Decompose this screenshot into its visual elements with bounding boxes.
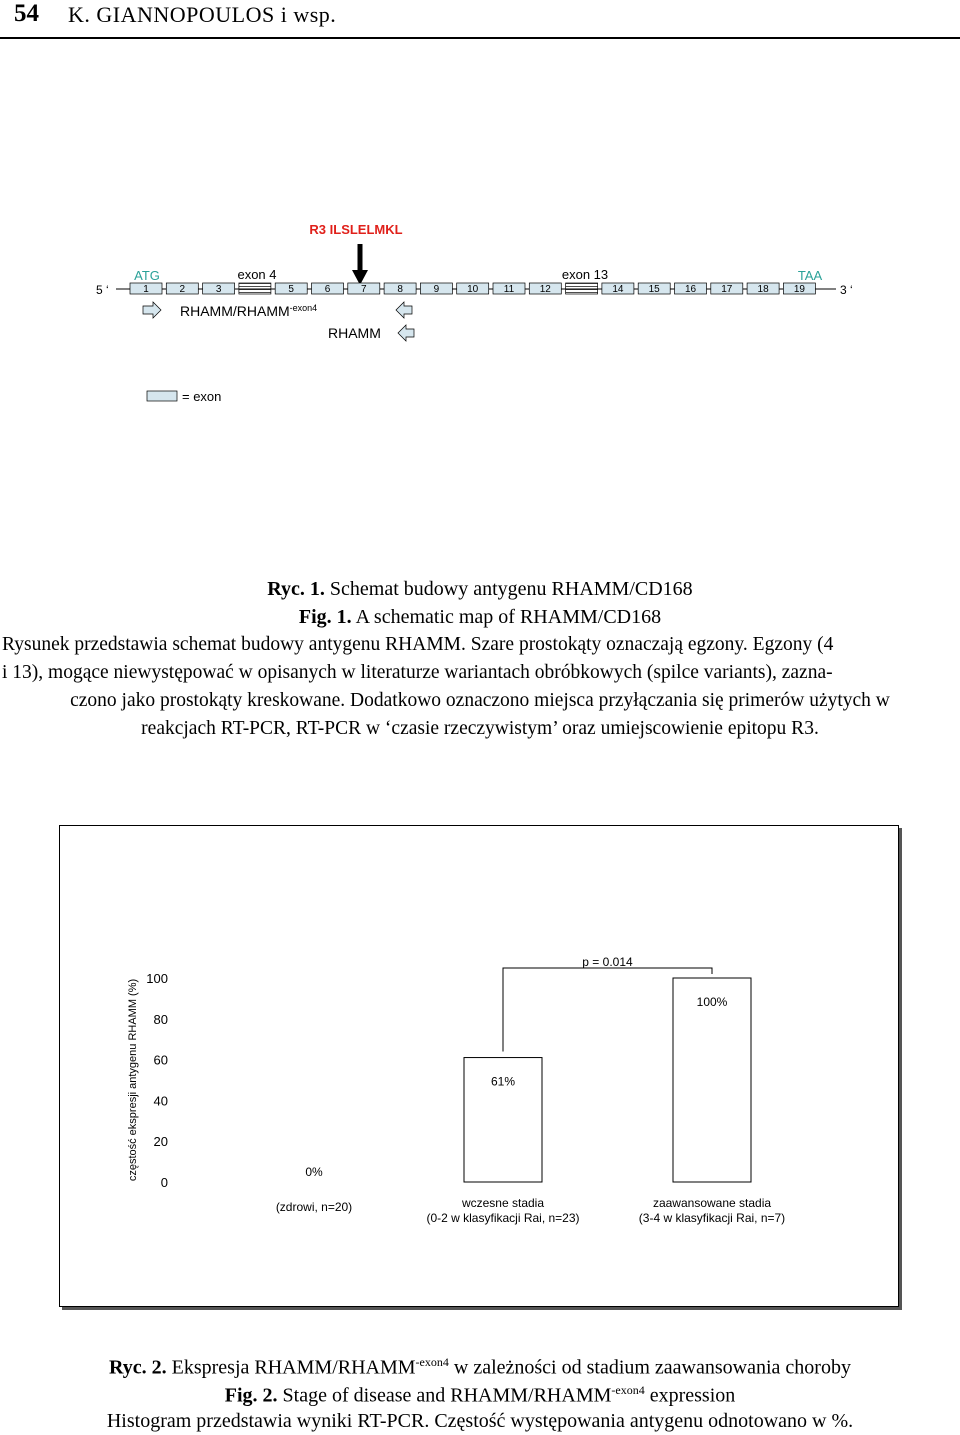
three-prime-end: 3 ‘ — [840, 283, 853, 297]
figure2-caption-en: Fig. 2. Stage of disease and RHAMM/$RHAMM^{-exon4}$ expression — [224, 1383, 736, 1407]
x-tick-label: (zdrowi, n=20) — [275, 1200, 353, 1214]
value-label: 61% — [490, 1074, 516, 1089]
x-tick-label: (3-4 w klasyfikacji Rai, n=7) — [638, 1211, 786, 1225]
exon-number: 9 — [433, 284, 440, 295]
y-tick-label: 100 — [146, 971, 168, 986]
exon-number: 11 — [503, 284, 515, 295]
exon-number: 10 — [467, 284, 479, 295]
p-value-annotation: p = 0.014 — [582, 955, 633, 969]
exon-number: 5 — [288, 284, 294, 295]
exon-number: 7 — [361, 284, 367, 295]
exon-number: 17 — [721, 284, 733, 295]
exon4-label: exon 4 — [237, 267, 277, 282]
x-tick-label: (0-2 w klasyfikacji Rai, n=23) — [426, 1211, 580, 1225]
taa-label: TAA — [797, 268, 823, 283]
x-tick-label: zaawansowane stadia — [652, 1196, 772, 1210]
header-rule — [0, 37, 960, 39]
exon13-label: exon 13 — [561, 267, 609, 282]
y-tick-labels — [146, 971, 168, 1190]
exon-number: 19 — [793, 284, 805, 295]
y-tick-label: 60 — [153, 1052, 168, 1068]
exon-number: 14 — [612, 284, 624, 295]
atg-label: ATG — [134, 268, 160, 283]
exon-number: 6 — [324, 284, 331, 295]
exon-row — [130, 283, 815, 295]
y-tick-label: 0 — [160, 1175, 168, 1190]
rhamm-schematic — [0, 200, 960, 420]
epitope-label: R3 ILSLELMKL — [309, 222, 403, 237]
y-tick-label: 20 — [153, 1134, 168, 1150]
value-label: 100% — [696, 995, 728, 1009]
figure2-description: Histogram przedstawia wyniki RT-PCR. Częstość występowania antygenu odnotowano w %. — [106, 1410, 854, 1432]
exon-number: 12 — [539, 284, 551, 295]
y-tick-label: 80 — [153, 1011, 168, 1027]
x-tick-label: wczesne stadia — [461, 1196, 545, 1210]
figure2-caption-pl: Ryc. 2. Ekspresja RHAMM/$RHAMM^{-exon4}$ w zależności od stadium zaawansowania choroby — [109, 1355, 851, 1379]
primer-label-main: RHAMM/$RHAMM^{-exon4}$ — [180, 303, 318, 319]
reverse-primer-arrow-1 — [396, 302, 412, 318]
exon-number: 16 — [684, 284, 697, 295]
five-prime-end: 5 ‘ — [96, 283, 109, 297]
expression-bar-chart — [0, 820, 960, 1320]
figure1-caption-en: Fig. 1. A schematic map of RHAMM/CD168 — [298, 606, 662, 628]
legend-exon-label: = exon — [182, 389, 222, 404]
reverse-primer-arrow-2 — [398, 325, 414, 341]
forward-primer-arrow — [143, 302, 161, 318]
figure1-description-line3: czono jako prostokąty kreskowane. Dodatkowo oznaczono miejsca przyłączania się primerów użytych w — [70, 690, 890, 711]
running-title: K. GIANNOPOULOS i wsp. — [68, 2, 337, 27]
figure1-caption-pl: Ryc. 1. Schemat budowy antygenu RHAMM/CD168 — [267, 578, 693, 600]
exon-number: 15 — [648, 284, 660, 295]
exon-number: 1 — [143, 284, 149, 295]
y-axis-label: częstość ekspresji antygenu RHAMM (%) — [127, 978, 139, 1182]
primer-label-rhamm: RHAMM — [328, 325, 381, 341]
figure1-description-line4: reakcjach RT-PCR, RT-PCR w ‘czasie rzeczywistym’ oraz umiejscowienie epitopu R3. — [141, 718, 819, 739]
exon-box-dashed — [566, 283, 598, 294]
x-tick-labels — [276, 1196, 785, 1225]
exon-number: 18 — [757, 284, 769, 295]
exon-number: 8 — [397, 284, 403, 295]
y-tick-label: 40 — [153, 1093, 168, 1109]
exon-box-dashed — [239, 283, 271, 294]
exon-number: 3 — [215, 284, 222, 295]
exon-number: 2 — [179, 284, 186, 295]
value-label: 0% — [305, 1165, 323, 1179]
figure1-description-line2: i 13), mogące niewystępować w opisanych w literaturze wariantach obróbkowych (spilce variants), zazna- — [2, 662, 833, 683]
figure1-description-line1: Rysunek przedstawia schemat budowy antygenu RHAMM. Szare prostokąty oznaczają egzony. Egzony (4 — [2, 634, 834, 655]
page-number: 54 — [14, 0, 39, 27]
legend-exon-swatch — [147, 391, 177, 401]
